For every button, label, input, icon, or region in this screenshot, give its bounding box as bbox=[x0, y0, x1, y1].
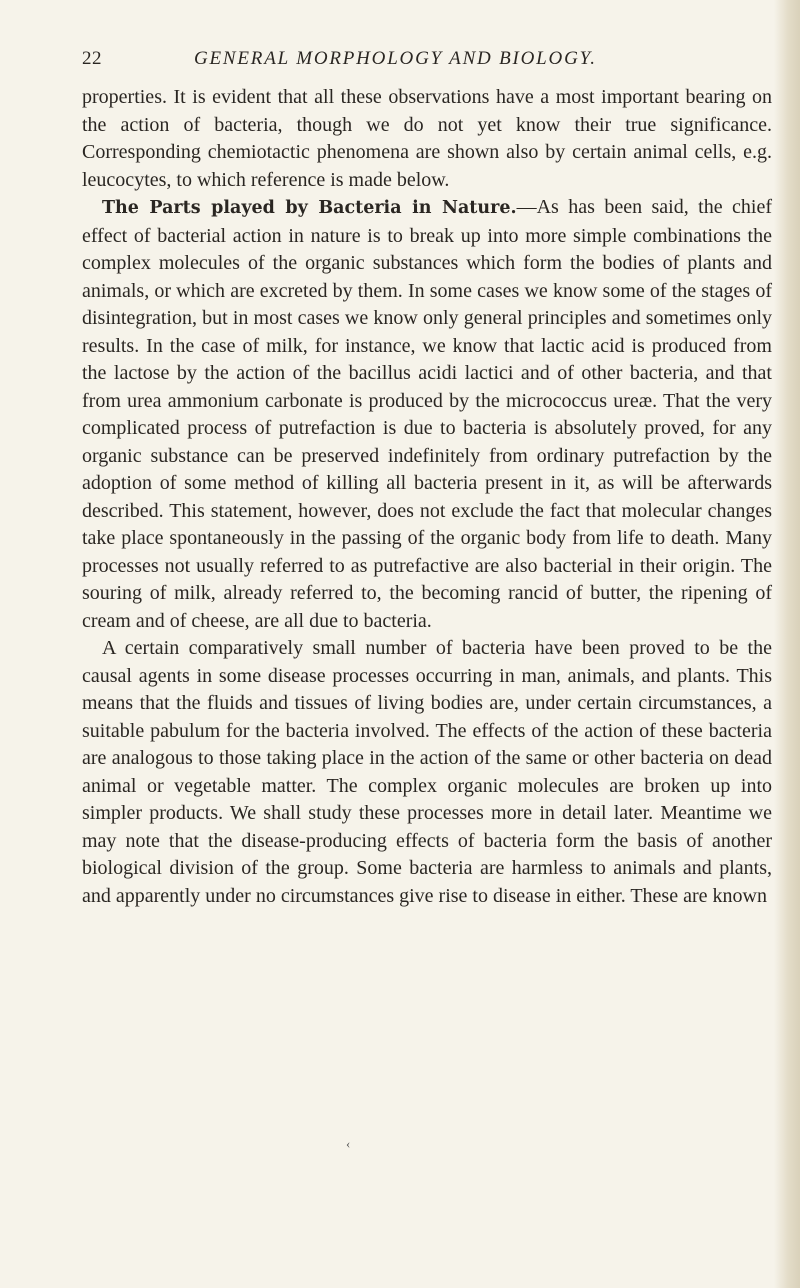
paragraph-chemiotactic: properties. It is evident that all these observations have a most important bearing on the action of bacteria, though we do not yet know their true significance. Corresponding chemiotactic phenomena are shown also by certain animal cells, e.g. leucocytes, to which reference is made below. bbox=[82, 86, 772, 191]
paragraph-disease-bacteria: A certain comparatively small number of bacteria have been proved to be the causal agents in some disease processes occurring in man, animals, and plants. This means that the fluids and tissues of living bodies are, under certain circumstances, a suitable pabulum for the bacteria involved. The effects of the action of these bacteria are analogous to those taking place in the action of the same or other bacteria on dead animal or vegetable matter. The complex organic molecules are broken up into simpler products. We shall study these processes more in detail later. Meantime we may note that the disease-producing effects of bacteria form the basis of another biological division of the group. Some bacteria are harmless to animals and plants, and apparently under no circumstances give rise to disease in either. These are known bbox=[82, 637, 772, 907]
page-edge-shadow bbox=[774, 0, 800, 1288]
running-head bbox=[82, 48, 772, 72]
page-number: 22 bbox=[82, 48, 102, 69]
stray-print-mark: ‹ bbox=[346, 1136, 351, 1151]
running-title: GENERAL MORPHOLOGY AND BIOLOGY. bbox=[194, 48, 597, 69]
paragraph-parts-played-text: —As has been said, the chief effect of bacterial action in nature is to break up into more simple combinations the complex molecules of the organic substances which form the bodies of plants and animals, or which are excreted by them. In some cases we know some of the stages of disintegration, but in most cases we know only general principles and sometimes only results. In the case of milk, for instance, we know that lactic acid is produced from the lactose by the action of the bacillus acidi lactici and of other bacteria, and that from urea ammonium carbonate is produced by the micrococcus ureæ. That the very complicated process of putrefaction is due to bacteria is absolutely proved, for any organic substance can be preserved indefinitely from ordinary putrefaction by the adoption of some method of killing all bacteria present in it, as will be afterwards described. This statement, however, does not exclude the fact that molecular changes take place spontaneously in the passing of the organic body from life to death. Many processes not usually referred to as putrefactive are also bacterial in their origin. The souring of milk, already referred to, the becoming rancid of butter, the ripening of cream and of cheese, are all due to bacteria. bbox=[82, 196, 772, 632]
body-text bbox=[82, 84, 772, 910]
paragraph-parts-played bbox=[82, 194, 772, 635]
section-heading-parts-played: The Parts played by Bacteria in Nature. bbox=[102, 198, 517, 218]
